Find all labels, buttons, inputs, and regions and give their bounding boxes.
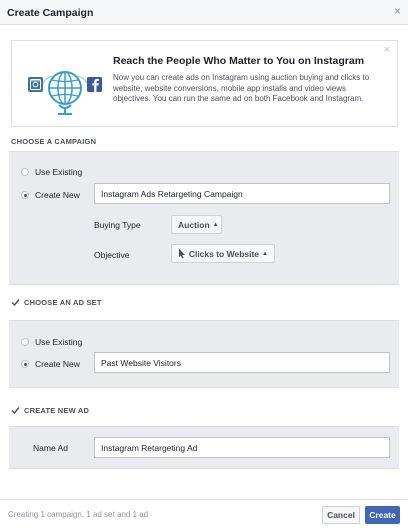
ad-name-input[interactable] — [94, 437, 390, 458]
objective-label: Objective — [94, 250, 130, 260]
radio-label: Use Existing — [35, 337, 83, 347]
campaign-use-existing-radio[interactable] — [21, 167, 82, 177]
ad-set-panel — [9, 320, 399, 388]
radio-icon[interactable] — [21, 168, 29, 176]
radio-icon[interactable] — [21, 338, 29, 346]
radio-label: Create New — [35, 190, 80, 200]
checkmark-icon[interactable] — [11, 406, 20, 415]
buying-type-select[interactable] — [171, 215, 222, 234]
ad-set-use-existing-radio[interactable] — [21, 337, 82, 347]
choose-campaign-heading: CHOOSE A CAMPAIGN — [11, 137, 97, 146]
ad-panel — [9, 426, 399, 469]
radio-selected-icon[interactable] — [21, 191, 29, 199]
ad-set-create-new-radio[interactable] — [21, 359, 80, 369]
facebook-icon — [87, 77, 102, 92]
objective-select[interactable] — [171, 244, 275, 263]
ad-set-name-input[interactable] — [94, 352, 390, 373]
creation-summary: Creating 1 campaign, 1 ad set and 1 ad — [8, 510, 149, 519]
campaign-create-new-radio[interactable] — [21, 190, 80, 200]
buying-type-label: Buying Type — [94, 220, 141, 230]
footer-divider — [0, 499, 408, 500]
sort-caret-icon: ▲︎ — [262, 250, 268, 257]
create-new-ad-heading[interactable]: CREATE NEW AD — [11, 406, 89, 415]
objective-value: Clicks to Website — [188, 248, 260, 259]
campaign-name-input[interactable] — [94, 183, 390, 204]
create-button[interactable]: Create — [365, 506, 400, 524]
radio-label: Use Existing — [35, 167, 83, 177]
globe-icon — [49, 72, 81, 114]
dialog-titlebar — [0, 0, 408, 25]
radio-selected-icon[interactable] — [21, 360, 29, 368]
banner-title: Reach the People Who Matter to You on Instagram — [113, 55, 365, 67]
close-icon[interactable]: × — [393, 4, 401, 18]
instagram-icon — [28, 77, 43, 92]
buying-type-value: Auction — [178, 219, 210, 230]
radio-label: Create New — [35, 359, 80, 369]
sort-caret-icon: ▲︎ — [212, 221, 219, 228]
cursor-pointer-icon — [178, 248, 186, 259]
checkmark-icon[interactable] — [11, 298, 20, 307]
cancel-button[interactable]: Cancel — [322, 506, 360, 524]
banner-close-icon[interactable]: × — [383, 44, 390, 56]
name-ad-label: Name Ad — [33, 443, 68, 453]
instagram-promo-banner — [11, 40, 398, 127]
campaign-panel — [9, 151, 399, 285]
choose-ad-set-heading[interactable]: CHOOSE AN AD SET — [11, 298, 102, 307]
promo-illustration — [26, 61, 104, 117]
banner-description: Now you can create ads on Instagram using auction buying and clicks to website, website conversions, mobile app installs and video views objectives. You can run the same ad on both Facebook and Instagram. — [113, 73, 370, 103]
dialog-title: Create Campaign — [7, 7, 94, 19]
